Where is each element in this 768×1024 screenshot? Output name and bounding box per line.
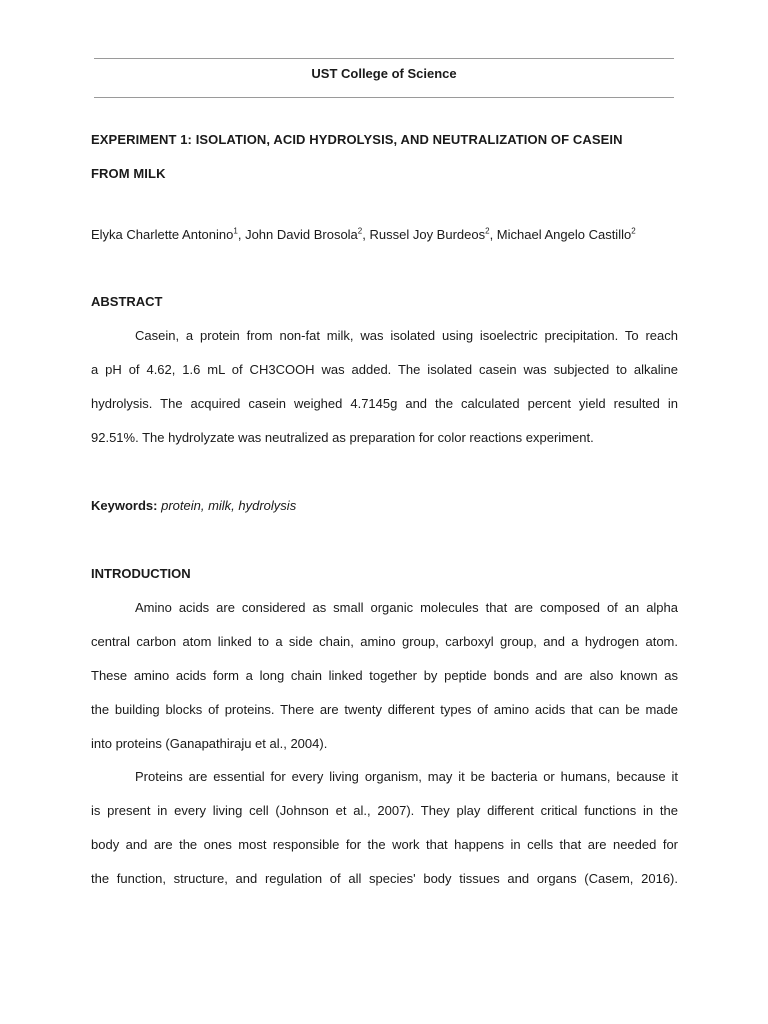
abstract-line: hydrolysis. The acquired casein weighed 4.7145g and the calculated percent yield resulted in — [91, 396, 678, 411]
paragraph-line: the function, structure, and regulation of all species' body tissues and organs (Casem, 2016). — [91, 871, 678, 886]
author-name: Elyka Charlette Antonino — [91, 227, 234, 242]
paragraph-line: body and are the ones most responsible for the work that happens in cells that are needed for — [91, 837, 678, 852]
author — [91, 227, 245, 242]
paragraph-line: is present in every living cell (Johnson et al., 2007). They play different critical functions in the — [91, 803, 678, 818]
author-affiliation: 2 — [357, 226, 363, 236]
paper-title-line-1: EXPERIMENT 1: ISOLATION, ACID HYDROLYSIS, AND NEUTRALIZATION OF CASEIN — [91, 132, 623, 147]
author-separator: , — [362, 227, 370, 242]
abstract-body — [91, 319, 678, 455]
keywords-values: protein, milk, hydrolysis — [161, 498, 297, 513]
header-rule-bottom — [94, 97, 674, 98]
header-rule-top — [94, 58, 674, 59]
keywords — [91, 497, 296, 515]
abstract-line: Casein, a protein from non-fat milk, was isolated using isoelectric precipitation. To reach — [135, 328, 678, 343]
paragraph-line: the building blocks of proteins. There are twenty different types of amino acids that can be made — [91, 702, 678, 717]
author — [369, 227, 496, 242]
header-institution: UST College of Science — [311, 66, 457, 81]
author — [245, 227, 369, 242]
paper-title — [91, 123, 691, 191]
author-name: John David Brosola — [245, 227, 358, 242]
paper-title-line-2: FROM MILK — [91, 166, 166, 181]
introduction-heading: INTRODUCTION — [91, 566, 191, 581]
keywords-label: Keywords: — [91, 498, 158, 513]
author-name: Michael Angelo Castillo — [496, 227, 632, 242]
abstract-heading: ABSTRACT — [91, 294, 163, 309]
paragraph-line: Proteins are essential for every living organism, may it be bacteria or humans, because it — [135, 769, 678, 784]
paragraph-line: into proteins (Ganapathiraju et al., 2004). — [91, 736, 328, 751]
author-list — [91, 226, 711, 244]
author — [497, 227, 636, 242]
abstract-line: a pH of 4.62, 1.6 mL of CH3COOH was added. The isolated casein was subjected to alkaline — [91, 362, 678, 377]
abstract-line: 92.51%. The hydrolyzate was neutralized as preparation for color reactions experiment. — [91, 430, 594, 445]
author-name: Russel Joy Burdeos — [369, 227, 486, 242]
author-affiliation: 2 — [485, 226, 490, 236]
author-affiliation: 2 — [631, 226, 636, 236]
paragraph-line: central carbon atom linked to a side chain, amino group, carboxyl group, and a hydrogen atom. — [91, 634, 678, 649]
author-separator: , — [237, 227, 246, 242]
paragraph-line: Amino acids are considered as small organic molecules that are composed of an alpha — [135, 600, 678, 615]
author-separator: , — [489, 227, 497, 242]
introduction-paragraph-2 — [91, 760, 678, 896]
paragraph-line: These amino acids form a long chain linked together by peptide bonds and are also known as — [91, 668, 678, 683]
author-affiliation: 1 — [233, 226, 238, 236]
introduction-paragraph-1 — [91, 591, 678, 761]
